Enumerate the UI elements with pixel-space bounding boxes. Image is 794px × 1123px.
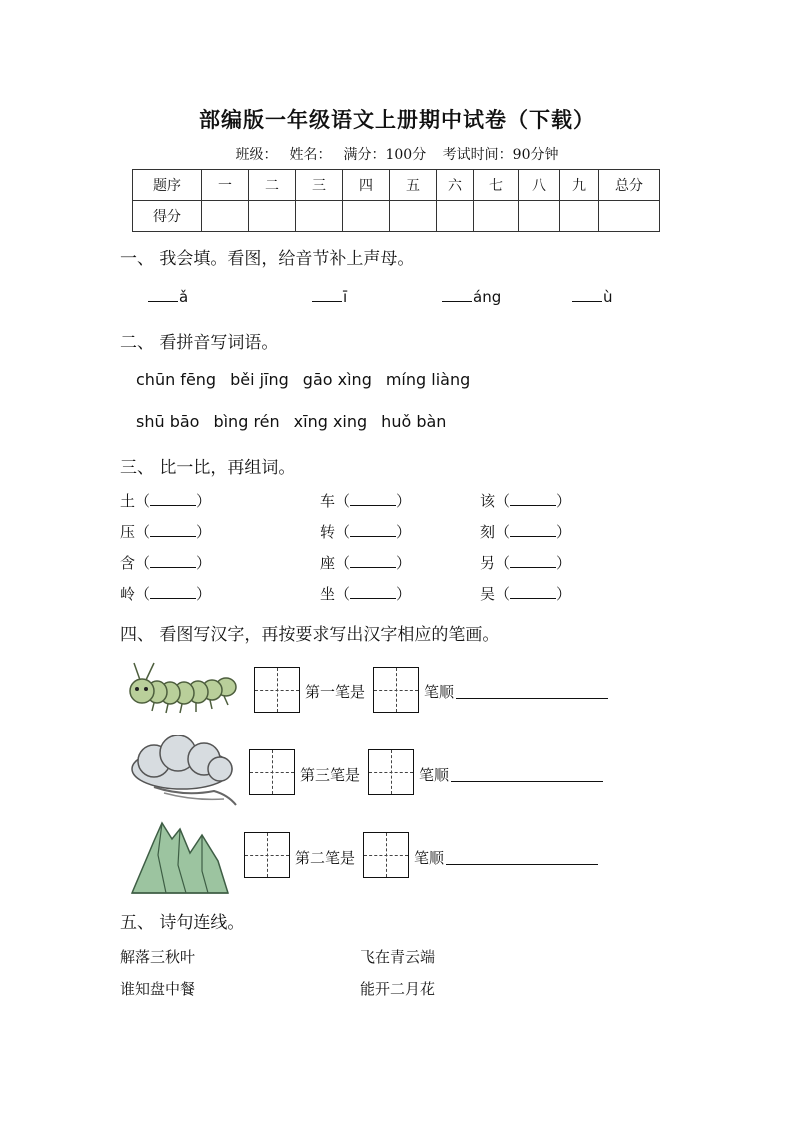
compare-item: 座（ ） — [320, 554, 412, 572]
compare-item: 转（ ） — [320, 523, 412, 541]
word-blank[interactable] — [350, 553, 396, 568]
stroke-order-label: 笔顺 — [419, 766, 450, 784]
pinyin-final: ī — [343, 288, 348, 306]
answer-blank[interactable] — [148, 287, 178, 302]
pinyin-word: běi jīng — [230, 370, 289, 389]
compare-item: 车（ ） — [320, 492, 412, 510]
score-table — [132, 169, 660, 232]
score-input-cell[interactable] — [390, 201, 437, 232]
stroke-label: 第二笔是 — [295, 849, 356, 867]
table-cell: 一 — [202, 170, 249, 201]
compare-char: 车 — [320, 492, 336, 510]
poem-line-left[interactable]: 谁知盘中餐 — [120, 980, 196, 998]
exam-info — [0, 144, 794, 164]
poem-line-right[interactable]: 能开二月花 — [360, 980, 436, 998]
writing-grid-box[interactable] — [244, 832, 290, 878]
table-row — [133, 201, 660, 232]
compare-char: 转 — [320, 523, 336, 541]
table-cell: 八 — [519, 170, 560, 201]
table-cell: 四 — [343, 170, 390, 201]
writing-grid-box[interactable] — [363, 832, 409, 878]
score-input-cell[interactable] — [296, 201, 343, 232]
pinyin-row — [136, 370, 484, 389]
compare-char: 含 — [120, 554, 136, 572]
table-cell: 七 — [474, 170, 519, 201]
answer-blank[interactable] — [572, 287, 602, 302]
pinyin-word: míng liàng — [385, 370, 471, 389]
pinyin-word: shū bāo — [136, 412, 200, 431]
pinyin-item — [442, 287, 501, 306]
cloud-image — [124, 735, 240, 809]
word-blank[interactable] — [350, 584, 396, 599]
score-input-cell[interactable] — [437, 201, 474, 232]
word-blank[interactable] — [150, 522, 196, 537]
word-blank[interactable] — [350, 491, 396, 506]
section2-heading: 二、 看拼音写词语。 — [120, 333, 279, 353]
writing-grid-box[interactable] — [249, 749, 295, 795]
section4-heading: 四、 看图写汉字，再按要求写出汉字相应的笔画。 — [120, 625, 500, 645]
compare-char: 座 — [320, 554, 336, 572]
word-blank[interactable] — [150, 553, 196, 568]
score-input-cell[interactable] — [202, 201, 249, 232]
word-blank[interactable] — [150, 491, 196, 506]
compare-item: 含（ ） — [120, 554, 212, 572]
word-blank[interactable] — [510, 584, 556, 599]
compare-char: 该 — [480, 492, 496, 510]
caterpillar-image — [124, 657, 244, 721]
pinyin-word: chūn fēng — [136, 370, 217, 389]
word-blank[interactable] — [510, 553, 556, 568]
section5-heading: 五、 诗句连线。 — [120, 913, 245, 933]
score-input-cell[interactable] — [249, 201, 296, 232]
compare-item: 另（ ） — [480, 554, 572, 572]
score-input-cell[interactable] — [599, 201, 660, 232]
full-score: 满分：100分 — [343, 147, 427, 163]
compare-char: 坐 — [320, 585, 336, 603]
compare-item: 压（ ） — [120, 523, 212, 541]
stroke-order-label: 笔顺 — [414, 849, 445, 867]
table-cell: 五 — [390, 170, 437, 201]
table-cell: 题序 — [133, 170, 202, 201]
stroke-order-blank[interactable] — [456, 697, 608, 699]
pinyin-row — [136, 412, 460, 431]
table-cell: 九 — [560, 170, 599, 201]
compare-char: 另 — [480, 554, 496, 572]
compare-item: 该（ ） — [480, 492, 572, 510]
compare-char: 压 — [120, 523, 136, 541]
stroke-order-blank[interactable] — [451, 780, 603, 782]
class-label: 班级： — [235, 147, 278, 163]
compare-char: 刻 — [480, 523, 496, 541]
pinyin-final: áng — [473, 288, 502, 306]
score-input-cell[interactable] — [343, 201, 390, 232]
word-blank[interactable] — [510, 522, 556, 537]
pinyin-item — [148, 287, 188, 306]
pinyin-item — [312, 287, 347, 306]
pinyin-final: ǎ — [179, 288, 189, 306]
pinyin-word: xīng xing — [293, 412, 368, 431]
table-row — [133, 170, 660, 201]
pinyin-word: huǒ bàn — [381, 412, 447, 431]
compare-item: 坐（ ） — [320, 585, 412, 603]
table-cell: 六 — [437, 170, 474, 201]
stroke-order-blank[interactable] — [446, 863, 598, 865]
compare-item: 刻（ ） — [480, 523, 572, 541]
section3-heading: 三、 比一比，再组词。 — [120, 458, 296, 478]
compare-item: 岭（ ） — [120, 585, 212, 603]
writing-grid-box[interactable] — [373, 667, 419, 713]
answer-blank[interactable] — [442, 287, 472, 302]
pinyin-word: bìng rén — [213, 412, 280, 431]
word-blank[interactable] — [510, 491, 556, 506]
poem-line-right[interactable]: 飞在青云端 — [360, 948, 436, 966]
answer-blank[interactable] — [312, 287, 342, 302]
stroke-label: 第三笔是 — [300, 766, 361, 784]
page-title: 部编版一年级语文上册期中试卷（下载） — [199, 107, 595, 132]
pinyin-item — [572, 287, 613, 306]
exam-time: 考试时间：90分钟 — [442, 147, 559, 163]
word-blank[interactable] — [150, 584, 196, 599]
compare-char: 吴 — [480, 585, 496, 603]
table-cell: 二 — [249, 170, 296, 201]
compare-item: 土（ ） — [120, 492, 212, 510]
mountain-image — [128, 815, 232, 895]
table-cell: 得分 — [133, 201, 202, 232]
pinyin-word: gāo xìng — [302, 370, 372, 389]
stroke-order-label: 笔顺 — [424, 683, 455, 701]
stroke-label: 第一笔是 — [305, 683, 366, 701]
table-cell: 三 — [296, 170, 343, 201]
compare-char: 岭 — [120, 585, 136, 603]
word-blank[interactable] — [350, 522, 396, 537]
pinyin-final: ù — [603, 288, 613, 306]
writing-grid-box[interactable] — [254, 667, 300, 713]
score-input-cell[interactable] — [474, 201, 519, 232]
poem-line-left[interactable]: 解落三秋叶 — [120, 948, 196, 966]
score-input-cell[interactable] — [560, 201, 599, 232]
table-cell: 总分 — [599, 170, 660, 201]
compare-char: 土 — [120, 492, 136, 510]
writing-grid-box[interactable] — [368, 749, 414, 795]
score-input-cell[interactable] — [519, 201, 560, 232]
section1-heading: 一、 我会填。看图，给音节补上声母。 — [120, 249, 415, 269]
name-label: 姓名： — [289, 147, 332, 163]
compare-item: 吴（ ） — [480, 585, 572, 603]
